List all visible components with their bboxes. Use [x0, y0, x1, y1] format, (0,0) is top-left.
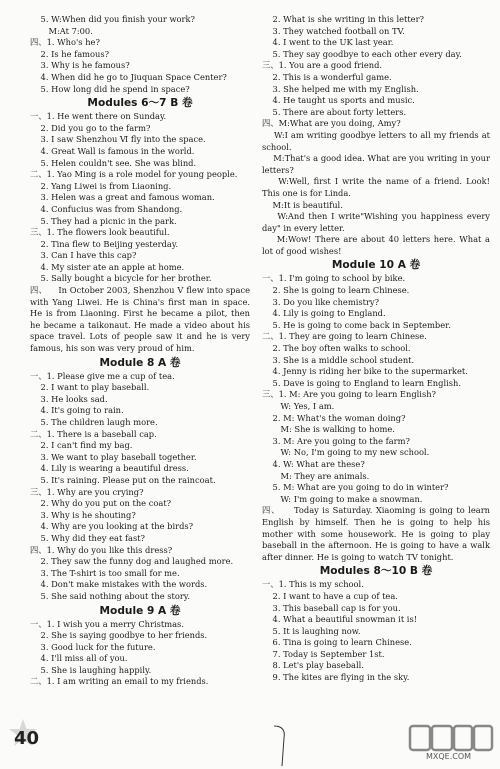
- answer-paragraph: M:That's a good idea. What are you writing in your letters?: [262, 153, 493, 175]
- answer-line: 2. I want to have a cup of tea.: [262, 590, 398, 601]
- answer-line: 3. They watched football on TV.: [262, 25, 405, 36]
- answer-line: 3. Why is he famous?: [30, 60, 130, 71]
- answer-line: 4. Lily is going to England.: [262, 308, 386, 319]
- answer-line: 2. Yang Liwei is from Liaoning.: [30, 180, 172, 191]
- answer-line: 2. This is a wonderful game.: [262, 71, 392, 82]
- answer-line: 3. I saw Shenzhou Ⅵ fly into the space.: [30, 134, 206, 145]
- answer-line: 4. I went to the UK last year.: [262, 37, 394, 48]
- answer-line: 3. Helen was a great and famous woman.: [30, 192, 215, 203]
- answer-line: M: She is walking to home.: [262, 424, 395, 435]
- answer-line: 5. Helen couldn't see. She was blind.: [30, 157, 197, 168]
- answer-line: 7. Today is September 1st.: [262, 648, 385, 659]
- answer-line: 4. Lily is wearing a beautiful dress.: [30, 463, 189, 474]
- answer-line: 3. She is a middle school student.: [262, 354, 415, 365]
- answer-line: 2. Did you go to the farm?: [30, 122, 151, 133]
- answer-line: M: They are animals.: [262, 470, 370, 481]
- answer-line: 5. He is going to come back in September.: [262, 319, 451, 330]
- answer-line: 一、1. Please give me a cup of tea.: [30, 370, 175, 381]
- answer-line: 2. Tina flew to Beijing yesterday.: [30, 238, 179, 249]
- answer-line: 一、1. I'm going to school by bike.: [262, 273, 406, 284]
- answer-line: 3. The T-shirt is too small for me.: [30, 567, 180, 578]
- module-heading: Module 10 A 卷: [331, 259, 421, 272]
- answer-line: 一、1. This is my school.: [262, 579, 364, 590]
- answer-paragraph: W:Well, first I write the name of a friend. Look! This one is for Linda.: [262, 176, 493, 198]
- watermark-text: MXQE.COM: [426, 752, 472, 761]
- answer-line: 3. This baseball cap is for you.: [262, 602, 401, 613]
- right-answer-column: [262, 14, 493, 684]
- answer-paragraph: M:Wow! There are about 40 letters here. What a lot of good wishes!: [262, 234, 493, 256]
- answer-line: 3. He looks sad.: [30, 393, 108, 404]
- answer-line: 三、1. You are a good friend.: [262, 60, 383, 71]
- answer-line: W: No, I'm going to my new school.: [262, 447, 430, 458]
- answer-paragraph: W:I am writing goodbye letters to all my friends at school.: [262, 129, 493, 152]
- answer-line: 5. Why did they eat fast?: [30, 532, 146, 543]
- answer-line: 3. She helped me with my English.: [262, 83, 419, 94]
- answer-line: M:It is beautiful.: [262, 199, 343, 210]
- bracket-mark-icon: [270, 724, 292, 768]
- answer-line: 5. W:When did you finish your work?: [30, 14, 195, 24]
- answer-line: 三、1. The flowers look beautiful.: [30, 227, 170, 238]
- answer-line: 四、M:What are you doing, Amy?: [262, 118, 401, 129]
- answer-line: 3. Do you like chemistry?: [262, 296, 380, 307]
- answer-line: 5. There are about forty letters.: [262, 106, 407, 117]
- answer-line: 4. When did he go to Jiuquan Space Center?: [30, 71, 227, 82]
- answer-line: 二、1. There is a baseball cap.: [30, 428, 157, 439]
- answer-line: 3. We want to play baseball together.: [30, 451, 197, 462]
- answer-line: 5. Sally bought a bicycle for her brother.: [30, 273, 212, 284]
- answer-line: 3. Good luck for the future.: [30, 641, 156, 652]
- answer-line: W: Yes, I am.: [262, 401, 335, 411]
- answer-line: 9. The kites are flying in the sky.: [262, 672, 410, 683]
- module-heading: Modules 6～7 B 卷: [87, 97, 193, 110]
- answer-line: M:At 7:00.: [30, 25, 93, 36]
- answer-line: 二、1. Yao Ming is a role model for young people.: [30, 169, 238, 180]
- answer-line: 二、1. I am writing an email to my friends.: [30, 676, 209, 687]
- answer-line: 4. He taught us sports and music.: [262, 95, 415, 106]
- answer-line: 4. My sister ate an apple at home.: [30, 261, 185, 272]
- answer-line: 三、1. Why are you crying?: [30, 486, 144, 497]
- module-heading: Module 9 A 卷: [99, 604, 181, 617]
- answer-line: 一、1. He went there on Sunday.: [30, 111, 167, 122]
- answer-line: 2. She is going to learn Chinese.: [262, 285, 410, 296]
- answer-line: 2. I want to play baseball.: [30, 382, 150, 393]
- answer-line: 2. I can't find my bag.: [30, 440, 133, 451]
- answer-paragraph: W:And then I write"Wishing you happiness every day" in every letter.: [262, 211, 493, 233]
- answer-line: W: I'm going to make a snowman.: [262, 493, 423, 504]
- page-number: 40: [14, 728, 40, 749]
- answer-line: 5. They had a picnic in the park.: [30, 215, 177, 226]
- module-heading: Module 8 A 卷: [99, 356, 181, 369]
- answer-line: 四、1. Who's he?: [30, 37, 100, 48]
- answer-line: 4. Why are you looking at the birds?: [30, 521, 194, 532]
- answer-line: 4. Great Wall is famous in the world.: [30, 145, 195, 156]
- left-answer-column: [30, 14, 253, 688]
- answer-line: 2. Is he famous?: [30, 48, 110, 59]
- answer-line: 5. It's raining. Please put on the raincoat.: [30, 474, 216, 485]
- answer-line: 5. They say goodbye to each other every day.: [262, 48, 462, 59]
- answer-line: 一、1. I wish you a merry Christmas.: [30, 618, 184, 629]
- answer-line: 3. M: Are you going to the farm?: [262, 435, 410, 446]
- answer-line: 二、1. They are going to learn Chinese.: [262, 331, 427, 342]
- answer-line: 5. Dave is going to England to learn English.: [262, 377, 461, 388]
- answer-line: 3. Why is he shouting?: [30, 509, 136, 520]
- answer-line: 4. What a beautiful snowman it is!: [262, 614, 418, 625]
- answer-line: 4. Jenny is riding her bike to the supermarket.: [262, 366, 468, 377]
- answer-line: 4. W: What are these?: [262, 458, 365, 469]
- answer-line: 4. Confucius was from Shandong.: [30, 203, 183, 214]
- answer-line: 三、1. M: Are you going to learn English?: [262, 389, 436, 400]
- answer-line: 8. Let's play baseball.: [262, 660, 364, 671]
- module-heading: Modules 8～10 B 卷: [319, 565, 433, 578]
- answer-line: 2. M: What's the woman doing?: [262, 412, 406, 423]
- answer-line: 4. I'll miss all of you.: [30, 653, 128, 664]
- answer-paragraph: 四、 Today is Saturday. Xiaoming is going to learn English by himself. Then he is going to help his mother with some housework. He is going to play baseball in the afternoon. He is going to have a walk after dinner. He is going to watch TV tonight.: [262, 505, 493, 562]
- answer-line: 4. Don't make mistakes with the words.: [30, 579, 208, 590]
- answer-line: 3. Can I have this cap?: [30, 250, 137, 261]
- answer-line: 5. She said nothing about the story.: [30, 590, 191, 601]
- answer-line: 2. Why do you put on the coat?: [30, 498, 172, 509]
- answer-line: 2. She is saying goodbye to her friends.: [30, 630, 208, 641]
- answer-line: 5. It is laughing now.: [262, 625, 361, 636]
- answer-line: 四、1. Why do you like this dress?: [30, 544, 173, 555]
- answer-line: 5. She is laughing happily.: [30, 664, 152, 675]
- answer-line: 4. It's going to rain.: [30, 405, 124, 416]
- answer-line: 2. What is she writing in this letter?: [262, 14, 425, 24]
- answer-line: 6. Tina is going to learn Chinese.: [262, 637, 412, 648]
- answer-line: 5. M: What are you going to do in winter?: [262, 482, 449, 493]
- answer-line: 5. How long did he spend in space?: [30, 83, 190, 94]
- answer-line: 5. The children laugh more.: [30, 417, 158, 427]
- answer-line: 2. They saw the funny dog and laughed more.: [30, 556, 234, 567]
- answer-paragraph: 四、 In October 2003, Shenzhou Ⅴ flew into space with Yang Liwei. He is China's first man in space. He is from Liaoning. First he became a pilot, then he became a taikonaut. He made a video about his space travel. Lots of people saw it and he is very famous, his son was very proud of him.: [30, 285, 253, 354]
- answer-line: 2. The boy often walks to school.: [262, 343, 411, 354]
